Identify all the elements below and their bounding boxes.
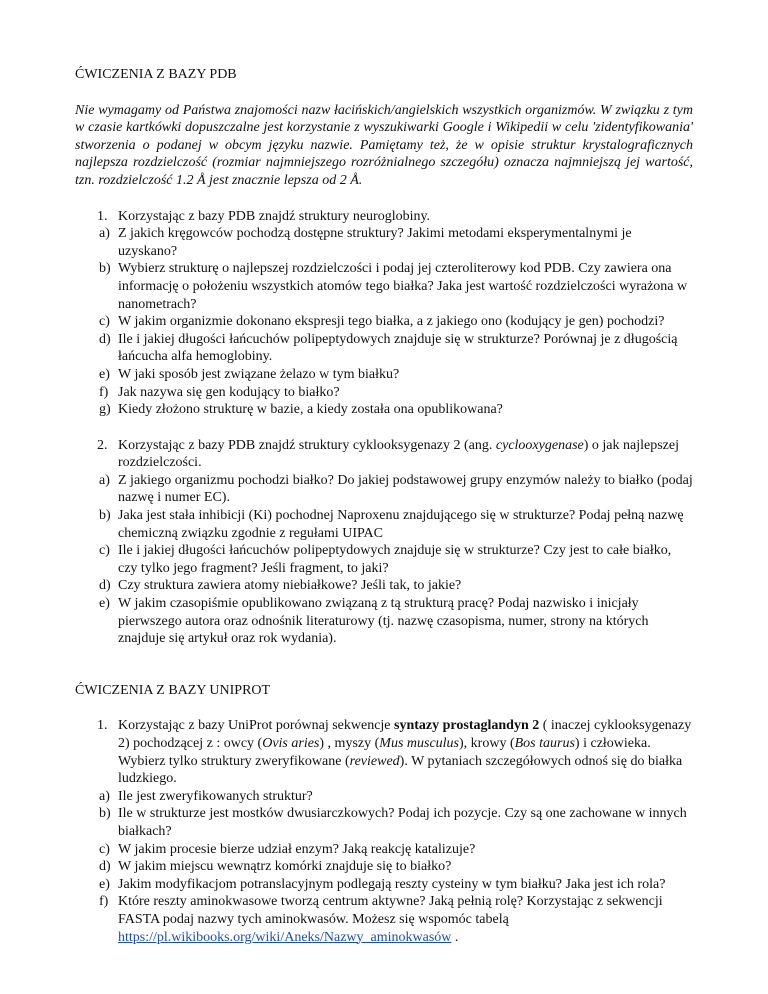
subquestion-letter: a) [99,788,110,804]
subquestion [75,225,693,260]
uniprot-question-list [75,717,693,946]
subquestion-list [99,225,693,419]
subquestion-letter: d) [99,859,111,875]
subquestion-letter: b) [99,261,111,277]
question-text [118,438,679,471]
subquestion-letter: c) [99,543,110,559]
subquestion-text: Z jakiego organizmu pochodzi białko? Do jakiej podstawowej grupy enzymów należy to białko (podaj nazwę i numer EC). [118,472,693,506]
document-page [75,66,693,946]
subquestion-letter: g) [99,402,111,418]
species-name: Ovis aries [262,736,320,751]
subquestion-text: Ile i jakiej długości łańcuchów polipeptydowych znajduje się w strukturze? Czy jest to całe białko, czy tylko jego fragment? Jeśli fragment, to jaki? [118,543,672,576]
question-text-part: ( inaczej cyklooksygenazy 2) pochodzącej z : owcy ( [118,718,692,751]
subquestion-letter: d) [99,331,111,347]
question-uniprot-1 [75,717,693,946]
question-pdb-1 [75,208,693,419]
question-text: Korzystając z bazy PDB znajdź struktury neuroglobiny. [118,208,431,224]
subquestion [75,401,693,419]
pdb-question-list [75,208,693,648]
question-number: 2. [97,437,108,453]
wikibooks-link[interactable]: https://pl.wikibooks.org/wiki/Aneks/Nazwy_aminokwasów [118,929,452,945]
subquestion-text: Ile w strukturze jest mostków dwusiarczkowych? Podaj ich pozycje. Czy są one zachowane w innych białkach? [118,806,687,839]
section-title-pdb: ĆWICZENIA Z BAZY PDB [75,67,237,82]
subquestion-text: Z jakich kręgowców pochodzą dostępne struktury? Jakimi metodami eksperymentalnymi je uzyskano? [118,226,632,259]
subquestion-letter: e) [99,876,110,892]
subquestion-letter: c) [99,314,110,330]
question-text-italic: reviewed [349,753,400,769]
subquestion-text: Ile i jakiej długości łańcuchów polipeptydowych znajduje się w strukturze? Porównaj je z długością łańcucha alfa hemoglobiny. [118,331,678,365]
subquestion [75,841,693,859]
subquestion [75,384,693,402]
species-name: Mus musculus [379,736,460,751]
subquestion-list [99,788,693,946]
subquestion-text: Jaka jest stała inhibicji (Ki) pochodnej Naproxenu znajdującego się w strukturze? Podaj pełną nazwę chemiczną związku zgodnie z regułami UIPAC [118,508,684,541]
question-text-part: ). W pytaniach szczegółowych odnoś się do białka ludzkiego. [118,753,683,787]
subquestion-text: W jakim miejscu wewnątrz komórki znajduje się to białko? [118,859,452,875]
question-text-bold: syntazy prostaglandyn 2 [394,718,540,734]
subquestion-letter: f) [99,384,109,400]
subquestion-letter: b) [99,806,111,822]
intro-text: Nie wymagamy od Państwa znajomości nazw łacińskich/angielskich wszystkich organizmów. W związku z tym w czasie kartkówki dopuszczalne jest korzystanie z wyszukiwarki Google i Wikipedii w celu 'zidentyfikowania' stworzenia o podanej w obcym języku nazwie. Pamiętamy też, że w opisie struktur krystalograficznych najlepsza rozdzielczość (rozmiar najmniejszego rozróżnialnego szczegółu) oznacza najmniejszą jej wartość, tzn. rozdzielczość 1.2 Å jest znacznie lepsza od 2 Å. [75,102,693,188]
subquestion-text: Wybierz strukturę o najlepszej rozdzielczości i podaj jej czteroliterowy kod PDB. Czy zawiera ona informację o położeniu wszystkich atomów tego białka? Jaka jest wartość rozdzielczości wyrażona w nanometrach? [118,261,688,312]
subquestion-text: W jaki sposób jest związane żelazo w tym białku? [118,366,400,382]
question-text-part: ), krowy ( [459,736,515,751]
subquestion [75,366,693,384]
subquestion [75,858,693,876]
subquestion [75,472,693,507]
subquestion [75,876,693,894]
question-text-part: ) i człowieka. Wybierz tylko struktury zweryfikowane ( [118,736,651,769]
section-title-uniprot: ĆWICZENIA Z BAZY UNIPROT [75,682,271,698]
subquestion-text: Kiedy złożono strukturę w bazie, a kiedy została ona opublikowana? [118,402,503,418]
subquestion-text: Jak nazywa się gen kodujący to białko? [118,384,340,400]
subquestion-text: W jakim organizmie dokonano ekspresji tego białka, a z jakiego ono (kodujący je gen) pochodzi? [118,314,665,330]
question-text-part: Korzystając z bazy UniProt porównaj sekwencje [118,718,395,734]
question-number: 1. [97,718,108,734]
subquestion [75,893,693,946]
subquestion-text: Jakim modyfikacjom potranslacyjnym podlegają reszty cysteiny w tym białku? Jaka jest ich rola? [118,876,666,892]
subquestion [75,595,693,648]
subquestion [75,805,693,840]
subquestion [75,507,693,542]
subquestion-letter: b) [99,508,111,524]
question-text-part: ) o jak najlepszej rozdzielczości. [118,437,679,471]
subquestion-text: Ile jest zweryfikowanych struktur? [118,788,313,804]
subquestion-letter: d) [99,578,111,594]
spacer [75,419,693,437]
subquestion-text: W jakim procesie bierze udział enzym? Jaką reakcję katalizuje? [118,841,476,857]
subquestion [75,788,693,806]
subquestion-letter: c) [99,841,110,857]
question-text [118,718,691,786]
subquestion-letter: e) [99,596,110,612]
question-number: 1. [97,208,108,224]
subquestion-list [99,472,693,648]
subquestion-text: W jakim czasopiśmie opublikowano związaną z tą strukturą pracę? Podaj nazwisko i inicjały pierwszego autora oraz odnośnik literaturowy (tj. nazwę czasopisma, numer, strony na których znajduje się artykuł oraz rok wydania). [118,596,649,647]
subquestion-letter: e) [99,366,110,382]
subquestion-text-part: . [451,929,459,945]
subquestion-text-part: Które reszty aminokwasowe tworzą centrum aktywne? Jaką pełnią rolę? Korzystając z sekwencji FASTA podaj nazwy tych aminokwasów. Możesz się wspomóc tabelą [118,894,663,927]
question-pdb-2 [75,437,693,648]
intro-paragraph [75,102,693,190]
subquestion-text: Czy struktura zawiera atomy niebiałkowe? Jeśli tak, to jakie? [118,578,462,594]
question-text-part: Korzystając z bazy PDB znajdź struktury cyklooksygenazy 2 (ang. [118,437,496,453]
subquestion-letter: f) [99,894,109,910]
species-name: Bos taurus [514,736,575,751]
subquestion [75,331,693,366]
question-text-part: ) , myszy ( [319,736,380,751]
subquestion [75,577,693,595]
subquestion [75,313,693,331]
subquestion [75,542,693,577]
subquestion-text [118,893,693,946]
subquestion [75,260,693,313]
subquestion-letter: a) [99,472,110,488]
subquestion-letter: a) [99,226,110,242]
question-text-italic: cyclooxygenase [495,437,584,453]
